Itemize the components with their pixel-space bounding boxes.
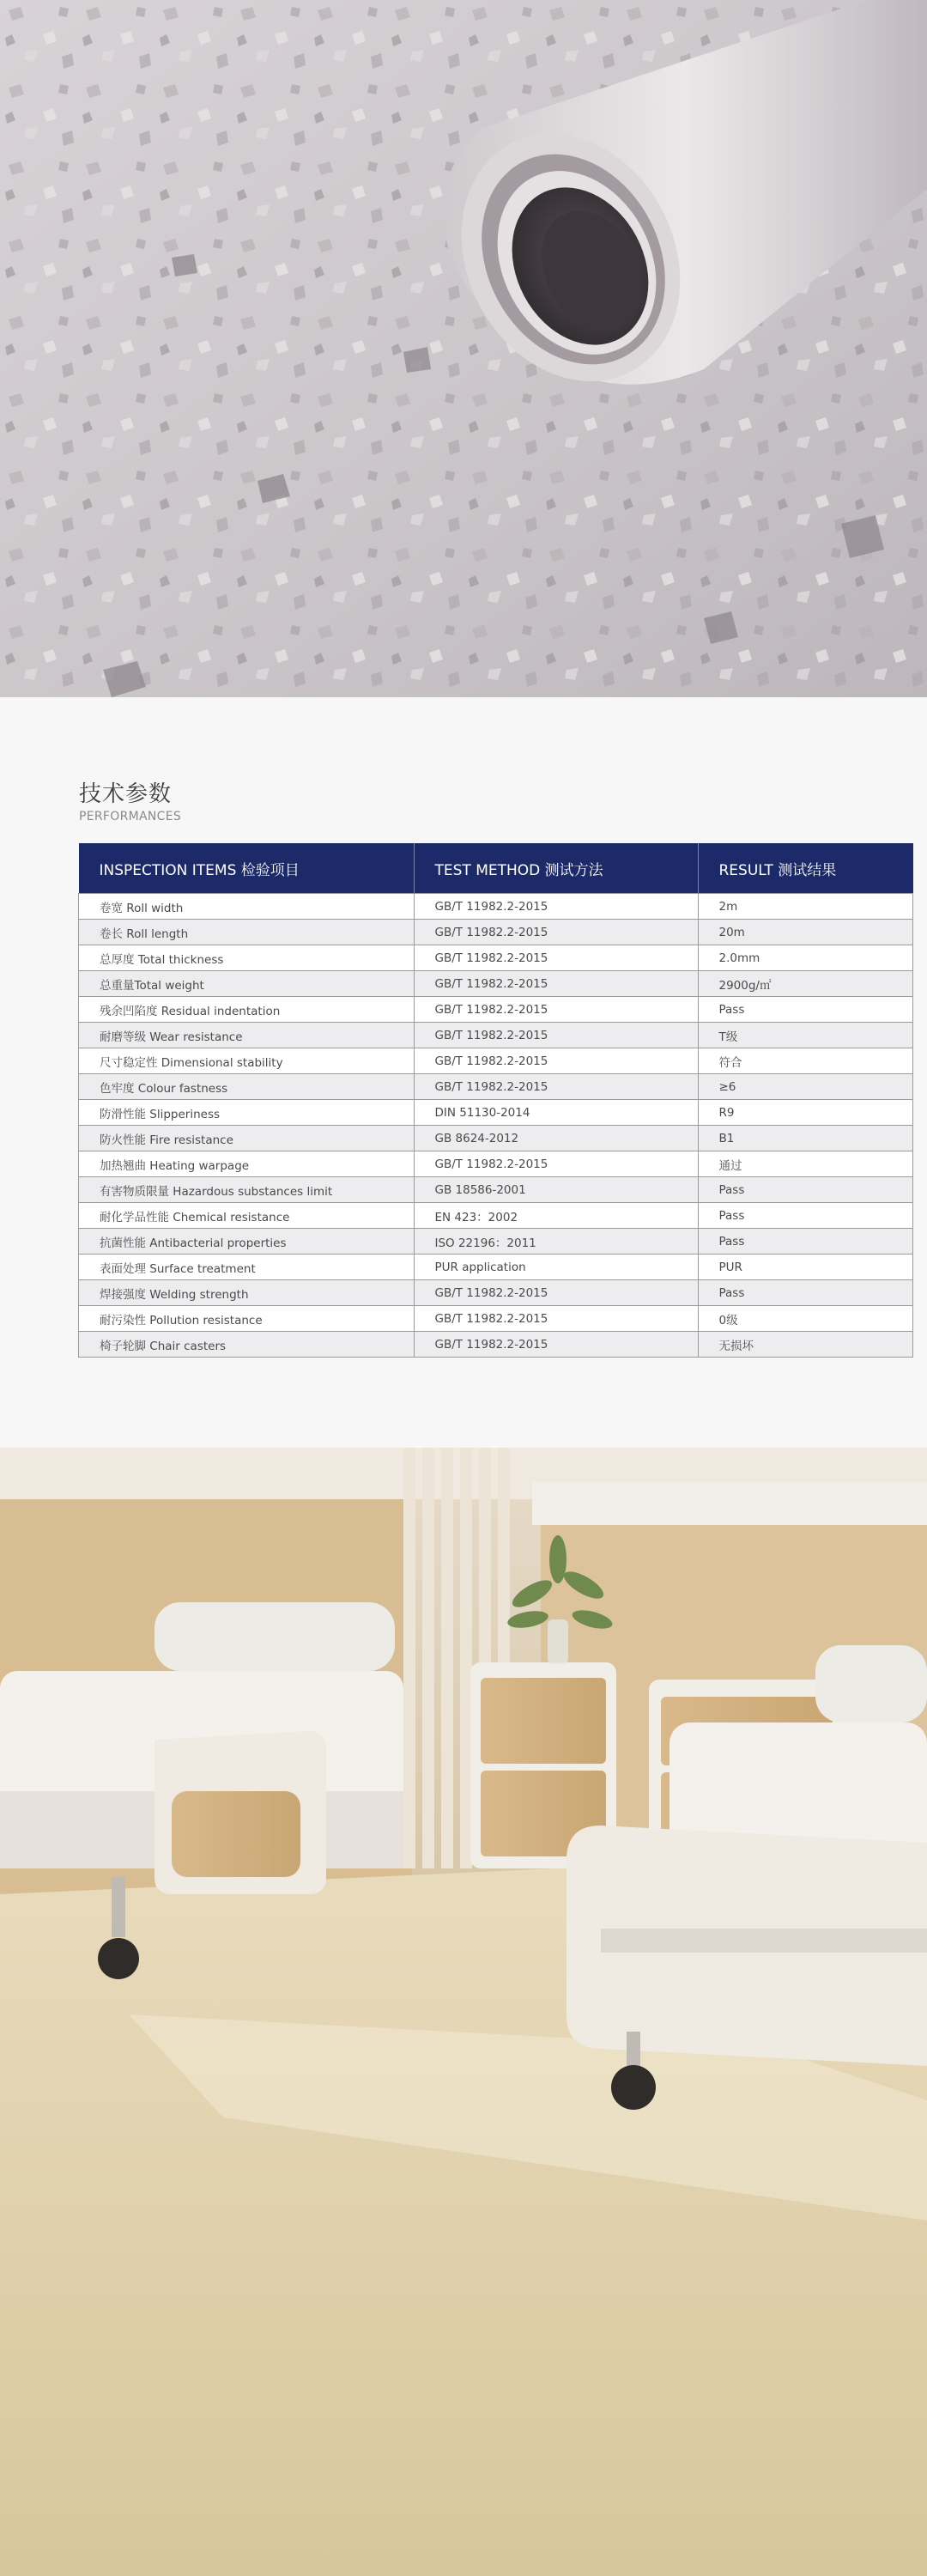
cell-result: 符合	[698, 1048, 913, 1074]
cell-item: 色牢度 Colour fastness	[79, 1074, 415, 1100]
cell-item: 椅子轮脚 Chair casters	[79, 1332, 415, 1358]
table-header-row	[79, 843, 913, 894]
cell-item: 总重量Total weight	[79, 971, 415, 997]
cell-result: Pass	[698, 1203, 913, 1229]
table-row	[79, 1074, 913, 1100]
cell-method: GB 8624-2012	[414, 1126, 698, 1151]
cell-method: GB/T 11982.2-2015	[414, 1306, 698, 1332]
cell-item: 总厚度 Total thickness	[79, 945, 415, 971]
cell-method: GB/T 11982.2-2015	[414, 1280, 698, 1306]
application-scene-image	[0, 1448, 927, 2576]
table-row	[79, 1332, 913, 1358]
cell-result: Pass	[698, 1280, 913, 1306]
table-row	[79, 1023, 913, 1048]
cell-method: GB/T 11982.2-2015	[414, 945, 698, 971]
cell-method: PUR application	[414, 1255, 698, 1280]
cell-result: 20m	[698, 920, 913, 945]
cell-item: 卷宽 Roll width	[79, 894, 415, 920]
column-header-test-method: TEST METHOD 测试方法	[414, 843, 698, 894]
table-row	[79, 1306, 913, 1332]
table-row	[79, 920, 913, 945]
cell-method: ISO 22196：2011	[414, 1229, 698, 1255]
cell-item: 焊接强度 Welding strength	[79, 1280, 415, 1306]
cell-result: Pass	[698, 1177, 913, 1203]
cell-result: 0级	[698, 1306, 913, 1332]
section-subtitle: PERFORMANCES	[79, 810, 182, 823]
cell-result: Pass	[698, 997, 913, 1023]
table-row	[79, 997, 913, 1023]
cell-method: GB/T 11982.2-2015	[414, 894, 698, 920]
vinyl-roll-illustration	[0, 0, 927, 697]
cell-result: 无损坏	[698, 1332, 913, 1358]
section-title: 技术参数	[79, 781, 173, 807]
cell-method: GB/T 11982.2-2015	[414, 920, 698, 945]
cell-result: 2900g/㎡	[698, 971, 913, 997]
table-row	[79, 1126, 913, 1151]
cell-result: 通过	[698, 1151, 913, 1177]
cell-method: GB/T 11982.2-2015	[414, 1151, 698, 1177]
table-row	[79, 894, 913, 920]
cell-method: GB/T 11982.2-2015	[414, 1074, 698, 1100]
cell-result: 2m	[698, 894, 913, 920]
table-row	[79, 1229, 913, 1255]
cell-method: DIN 51130-2014	[414, 1100, 698, 1126]
cell-method: EN 423：2002	[414, 1203, 698, 1229]
table-row	[79, 1048, 913, 1074]
cell-method: GB/T 11982.2-2015	[414, 1023, 698, 1048]
cell-item: 耐化学品性能 Chemical resistance	[79, 1203, 415, 1229]
cell-item: 防滑性能 Slipperiness	[79, 1100, 415, 1126]
cell-result: T级	[698, 1023, 913, 1048]
table-row	[79, 1203, 913, 1229]
cell-method: GB/T 11982.2-2015	[414, 1048, 698, 1074]
table-row	[79, 1151, 913, 1177]
spec-table	[78, 843, 913, 1358]
cell-method: GB/T 11982.2-2015	[414, 1332, 698, 1358]
cell-item: 耐磨等级 Wear resistance	[79, 1023, 415, 1048]
cell-item: 尺寸稳定性 Dimensional stability	[79, 1048, 415, 1074]
cell-result: PUR	[698, 1255, 913, 1280]
cell-item: 残余凹陷度 Residual indentation	[79, 997, 415, 1023]
hero-product-image	[0, 0, 927, 697]
cell-method: GB/T 11982.2-2015	[414, 997, 698, 1023]
cell-method: GB/T 11982.2-2015	[414, 971, 698, 997]
cell-item: 有害物质限量 Hazardous substances limit	[79, 1177, 415, 1203]
cell-item: 抗菌性能 Antibacterial properties	[79, 1229, 415, 1255]
table-row	[79, 971, 913, 997]
cell-result: ≥6	[698, 1074, 913, 1100]
table-row	[79, 1177, 913, 1203]
hospital-room-illustration	[0, 1448, 927, 2576]
cell-result: Pass	[698, 1229, 913, 1255]
cell-result: R9	[698, 1100, 913, 1126]
cell-result: B1	[698, 1126, 913, 1151]
column-header-inspection-items: INSPECTION ITEMS 检验项目	[79, 843, 415, 894]
cell-item: 防火性能 Fire resistance	[79, 1126, 415, 1151]
cell-item: 卷长 Roll length	[79, 920, 415, 945]
cell-item: 耐污染性 Pollution resistance	[79, 1306, 415, 1332]
cell-method: GB 18586-2001	[414, 1177, 698, 1203]
column-header-result: RESULT 测试结果	[698, 843, 913, 894]
spec-section	[0, 697, 927, 1448]
cell-item: 表面处理 Surface treatment	[79, 1255, 415, 1280]
table-row	[79, 945, 913, 971]
table-row	[79, 1280, 913, 1306]
cell-item: 加热翘曲 Heating warpage	[79, 1151, 415, 1177]
cell-result: 2.0mm	[698, 945, 913, 971]
table-row	[79, 1255, 913, 1280]
table-row	[79, 1100, 913, 1126]
